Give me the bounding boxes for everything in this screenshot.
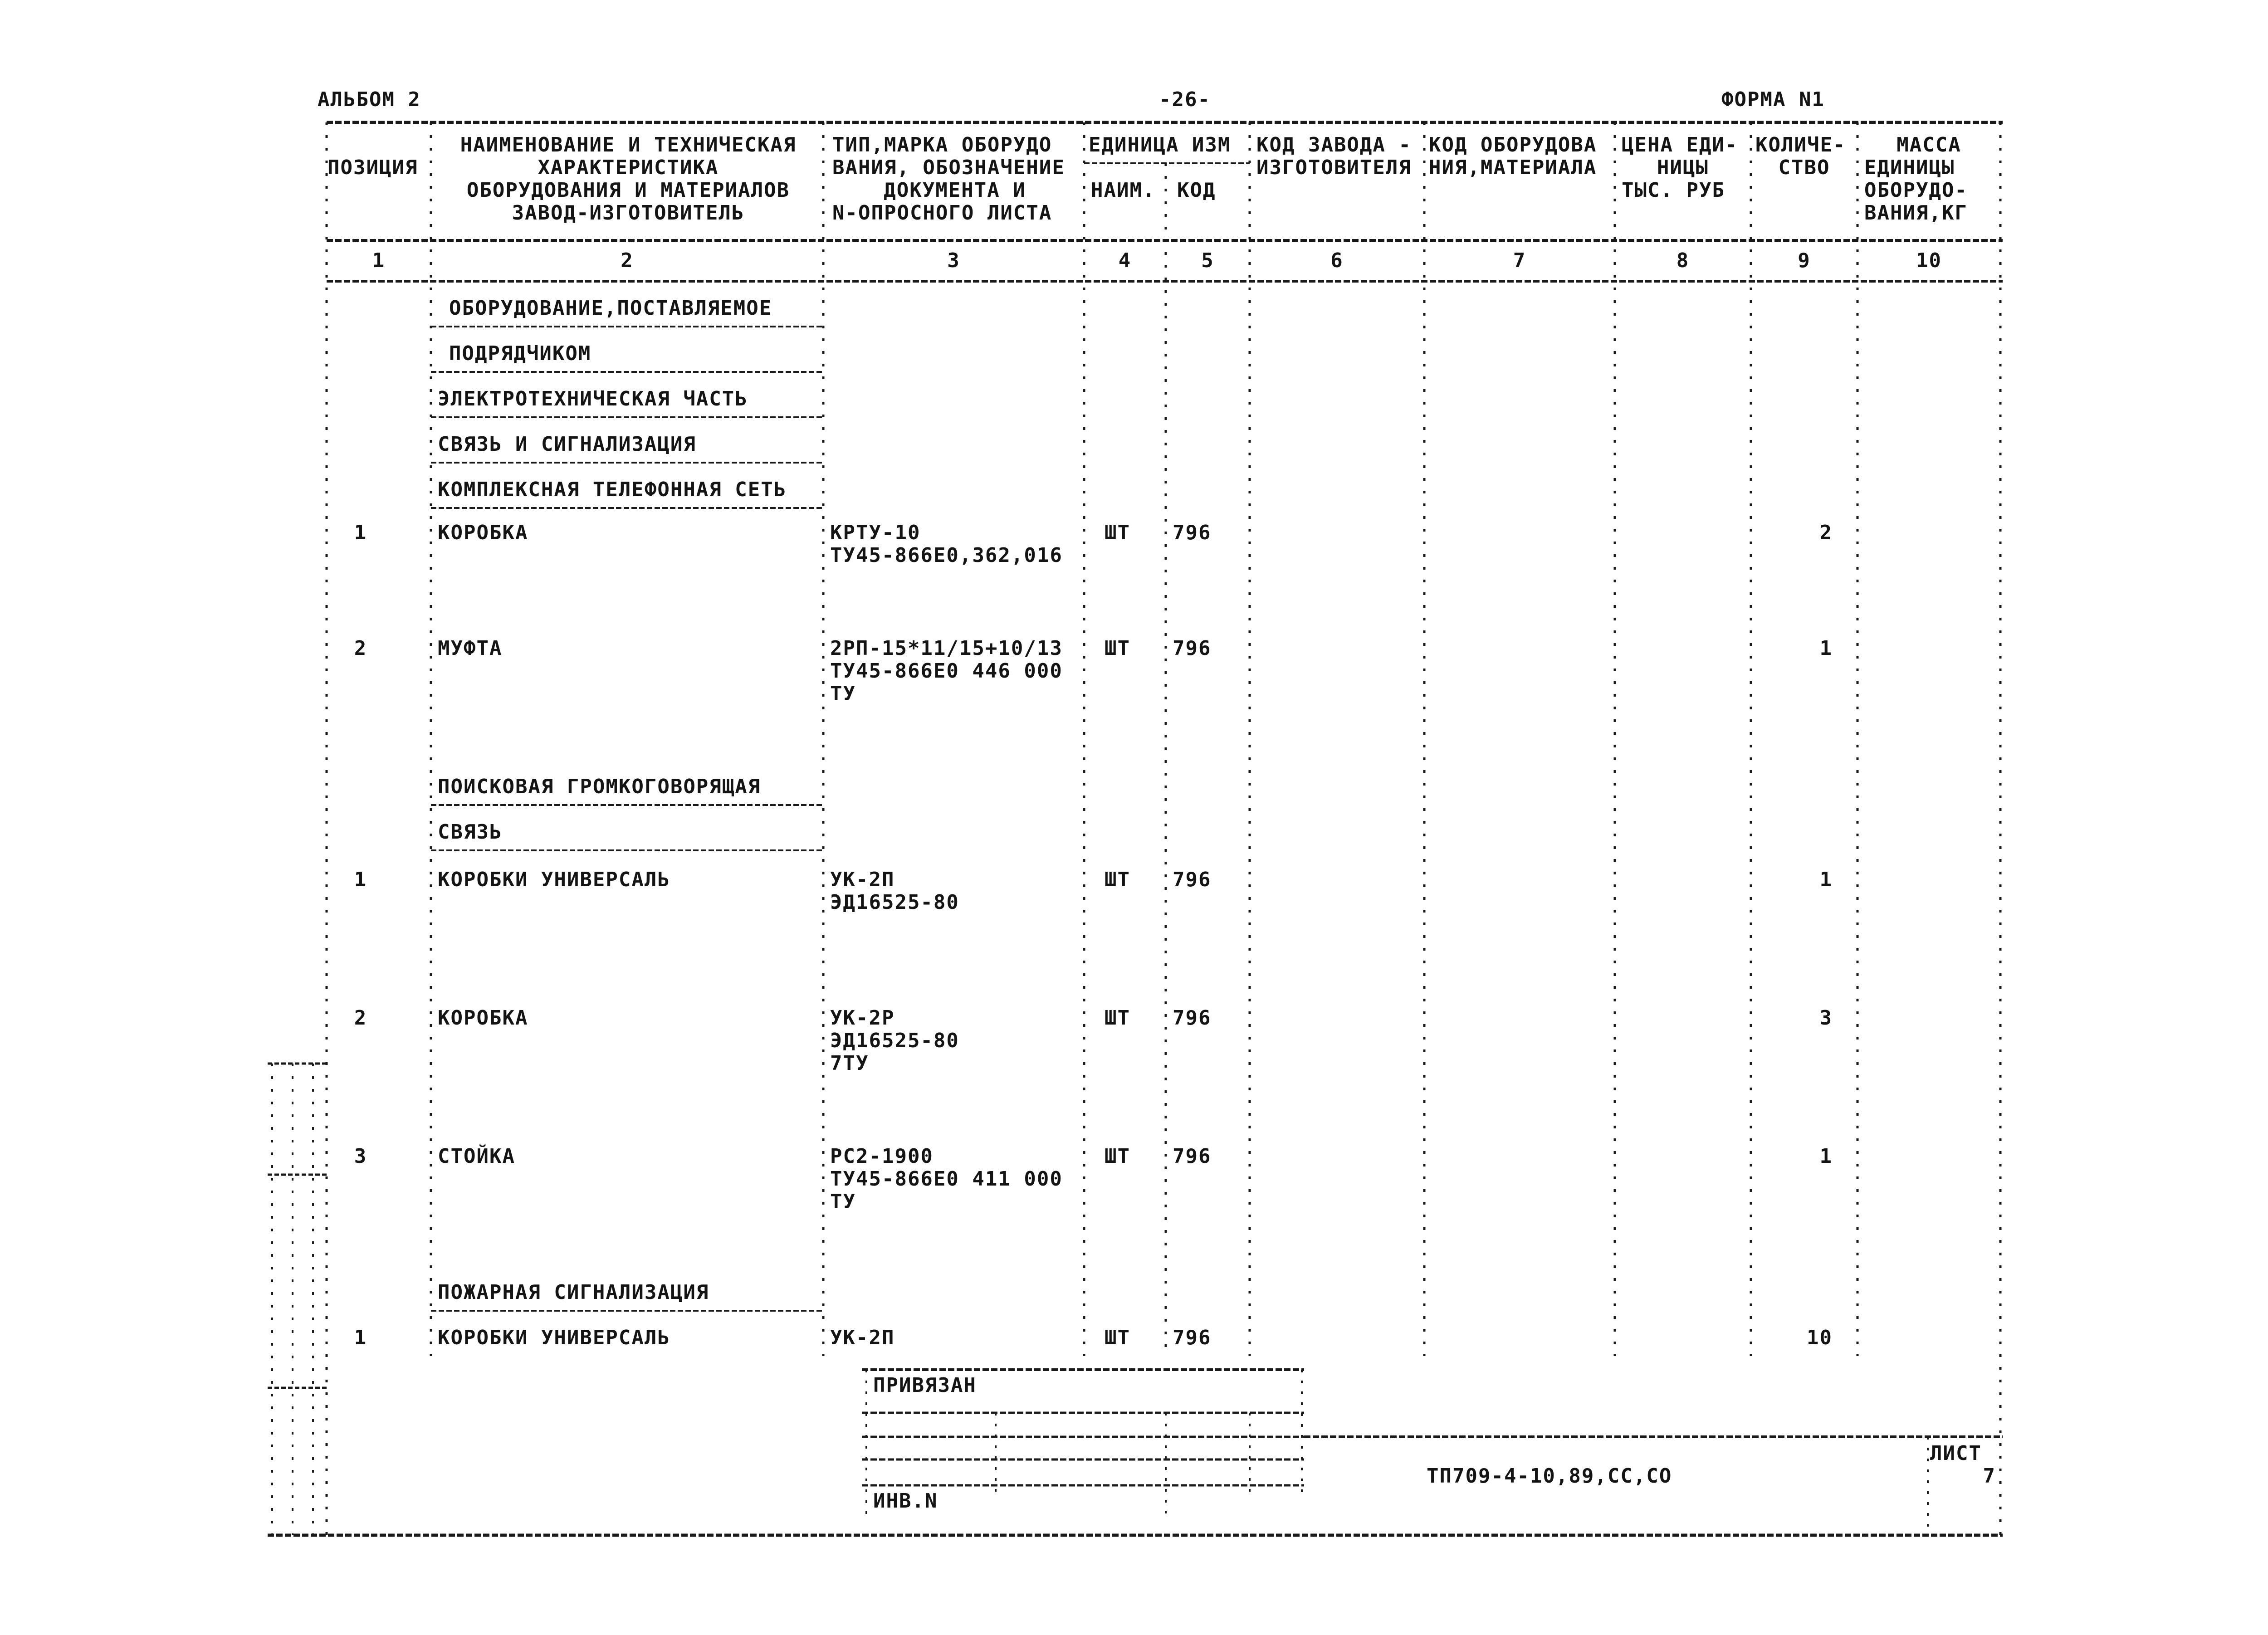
row-quantity: 1	[1819, 637, 1833, 660]
stamp-bound: ПРИВЯЗАН	[873, 1374, 977, 1397]
row-name: КОРОБКА	[438, 521, 528, 544]
header-unit-name: НАИМ.	[1091, 179, 1156, 202]
header-c10-line2: ЕДИНИЦЫ	[1864, 156, 1955, 179]
row-type: 2РП-15*11/15+10/13	[830, 637, 1063, 660]
section-heading: КОМПЛЕКСНАЯ ТЕЛЕФОННАЯ СЕТЬ	[438, 478, 787, 501]
header-c2-line2: ХАРАКТЕРИСТИКА	[538, 156, 719, 179]
row-unit: ШТ	[1105, 868, 1130, 891]
row-position: 2	[354, 637, 367, 660]
header-c8-line3: ТЫС. РУБ	[1622, 179, 1725, 202]
sheet-label: ЛИСТ	[1930, 1442, 1982, 1465]
header-c10-line4: ВАНИЯ,КГ	[1864, 201, 1968, 225]
section-heading: ПОЖАРНАЯ СИГНАЛИЗАЦИЯ	[438, 1281, 709, 1304]
header-c9-line1: КОЛИЧЕ-	[1755, 133, 1846, 156]
colnum-3: 3	[947, 249, 960, 272]
row-name: КОРОБКИ УНИВЕРСАЛЬ	[438, 868, 670, 891]
row-quantity: 1	[1819, 868, 1833, 891]
header-c3-line2: ВАНИЯ, ОБОЗНАЧЕНИЕ	[832, 156, 1065, 179]
section-heading: ЭЛЕКТРОТЕХНИЧЕСКАЯ ЧАСТЬ	[438, 387, 748, 410]
row-code: 796	[1173, 521, 1212, 544]
header-c3-line1: ТИП,МАРКА ОБОРУДО	[832, 133, 1052, 156]
row-unit: ШТ	[1105, 1145, 1130, 1168]
section-heading: ПОДРЯДЧИКОМ	[449, 342, 591, 365]
row-position: 2	[354, 1006, 367, 1030]
header-c3-line4: N-ОПРОСНОГО ЛИСТА	[832, 201, 1052, 225]
header-c2-line4: ЗАВОД-ИЗГОТОВИТЕЛЬ	[512, 201, 745, 225]
row-type: ТУ45-866Е0 411 000	[830, 1167, 1063, 1191]
sheet-number: 7	[1983, 1464, 1996, 1488]
row-type: УК-2П	[830, 868, 895, 891]
row-quantity: 10	[1807, 1326, 1833, 1349]
row-name: СТОЙКА	[438, 1145, 515, 1168]
row-code: 796	[1173, 1006, 1212, 1030]
colnum-10: 10	[1916, 249, 1942, 272]
row-unit: ШТ	[1105, 521, 1130, 544]
row-code: 796	[1173, 637, 1212, 660]
header-c7-line1: КОД ОБОРУДОВА	[1429, 133, 1597, 156]
row-name: КОРОБКИ УНИВЕРСАЛЬ	[438, 1326, 670, 1349]
row-unit: ШТ	[1105, 637, 1130, 660]
colnum-6: 6	[1330, 249, 1344, 272]
row-quantity: 3	[1819, 1006, 1833, 1030]
colnum-8: 8	[1676, 249, 1690, 272]
row-type: ТУ45-866Е0,362,016	[830, 544, 1063, 567]
header-c10-line3: ОБОРУДО-	[1864, 179, 1968, 202]
album-label: АЛЬБОМ 2	[318, 88, 421, 111]
colnum-5: 5	[1201, 249, 1214, 272]
section-heading: СВЯЗЬ И СИГНАЛИЗАЦИЯ	[438, 433, 696, 456]
row-type: ЭД16525-80	[830, 891, 959, 914]
header-c10-line1: МАССА	[1897, 133, 1961, 156]
header-c6-line2: ИЗГОТОВИТЕЛЯ	[1256, 156, 1412, 179]
section-heading: ОБОРУДОВАНИЕ,ПОСТАВЛЯЕМОЕ	[449, 297, 772, 320]
row-quantity: 1	[1819, 1145, 1833, 1168]
page-number: -26-	[1159, 88, 1211, 111]
row-type: ТУ	[830, 1190, 856, 1213]
row-type: ТУ	[830, 682, 856, 705]
row-position: 1	[354, 1326, 367, 1349]
row-type: ЭД16525-80	[830, 1029, 959, 1052]
row-name: МУФТА	[438, 637, 503, 660]
header-unit: ЕДИНИЦА ИЗМ	[1089, 133, 1231, 156]
section-heading: СВЯЗЬ	[438, 820, 503, 844]
colnum-2: 2	[621, 249, 634, 272]
row-position: 3	[354, 1145, 367, 1168]
document-code: ТП709-4-10,89,СС,СО	[1427, 1464, 1672, 1488]
header-c2-line1: НАИМЕНОВАНИЕ И ТЕХНИЧЕСКАЯ	[460, 133, 797, 156]
row-unit: ШТ	[1105, 1006, 1130, 1030]
form-number: ФОРМА N1	[1721, 88, 1825, 111]
header-c8-line2: НИЦЫ	[1657, 156, 1709, 179]
row-position: 1	[354, 521, 367, 544]
row-type: ТУ45-866Е0 446 000	[830, 659, 1063, 683]
row-type: КРТУ-10	[830, 521, 921, 544]
colnum-9: 9	[1798, 249, 1811, 272]
colnum-4: 4	[1118, 249, 1132, 272]
header-c1: ПОЗИЦИЯ	[327, 156, 418, 179]
header-unit-code: КОД	[1177, 179, 1216, 202]
row-name: КОРОБКА	[438, 1006, 528, 1030]
row-code: 796	[1173, 1326, 1212, 1349]
row-type: 7ТУ	[830, 1052, 869, 1075]
header-c3-line3: ДОКУМЕНТА И	[884, 179, 1026, 202]
row-type: УК-2Р	[830, 1006, 895, 1030]
row-code: 796	[1173, 1145, 1212, 1168]
row-type: РС2-1900	[830, 1145, 934, 1168]
header-c8-line1: ЦЕНА ЕДИ-	[1622, 133, 1738, 156]
colnum-1: 1	[372, 249, 386, 272]
row-code: 796	[1173, 868, 1212, 891]
row-unit: ШТ	[1105, 1326, 1130, 1349]
header-c9-line2: СТВО	[1778, 156, 1830, 179]
stamp-inventory: ИНВ.N	[873, 1489, 938, 1513]
row-quantity: 2	[1819, 521, 1833, 544]
header-c2-line3: ОБОРУДОВАНИЯ И МАТЕРИАЛОВ	[466, 179, 790, 202]
colnum-7: 7	[1513, 249, 1526, 272]
header-c7-line2: НИЯ,МАТЕРИАЛА	[1429, 156, 1597, 179]
section-heading: ПОИСКОВАЯ ГРОМКОГОВОРЯЩАЯ	[438, 775, 761, 798]
row-position: 1	[354, 868, 367, 891]
header-c6-line1: КОД ЗАВОДА -	[1256, 133, 1412, 156]
row-type: УК-2П	[830, 1326, 895, 1349]
